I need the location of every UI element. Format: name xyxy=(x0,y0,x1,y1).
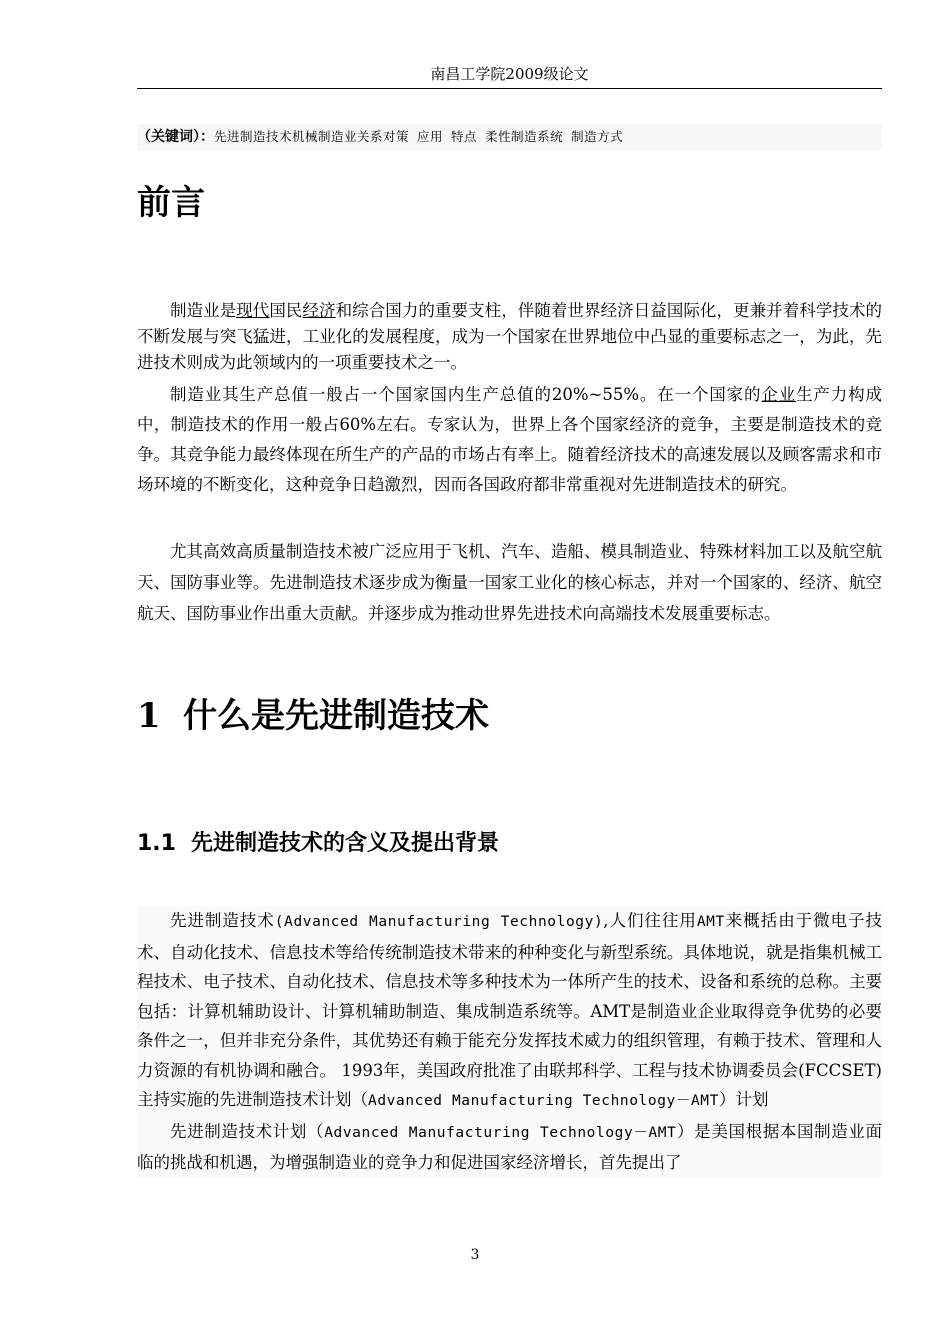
chapter-title: 什么是先进制造技术 xyxy=(183,696,489,736)
text-run: ）是美国根据本国制造业面临的挑战和机遇，为增强制造业的竞争力和促进国家经济增长，首先提出了 xyxy=(137,1121,882,1172)
text-run: 先进制造技术 xyxy=(170,911,275,930)
foreword-paragraph-3: 尤其高效高质量制造技术被广泛应用于飞机、汽车、造船、模具制造业、特殊材料加工以及航空航天、国防事业等。先进制造技术逐步成为衡量一国家工业化的核心标志，并对一个国家的、经济、航空航天、国防事业作出重大贡献。并逐步成为推动世界先进技术向高端技术发展重要标志。 xyxy=(137,542,882,623)
keywords-text: 先进制造技术机械制造业关系对策 应用 特点 柔性制造系统 制造方式 xyxy=(214,129,624,144)
text-run: (Advanced Manufacturing Technology) xyxy=(274,914,604,930)
section-paragraph-2 xyxy=(137,1117,882,1178)
page-header xyxy=(137,62,882,89)
foreword-paragraph-2 xyxy=(137,380,882,500)
link-economy[interactable]: 经济 xyxy=(302,301,336,320)
page-footer xyxy=(0,1245,950,1265)
text-run: 来概括由于微电子技术、自动化技术、信息技术等给传统制造技术带来的种种变化与新型系统。具体地说，就是指集机械工程技术、电子技术、自动化技术、信息技术等多种技术为一体所产生的技术、设备和系统的总称。主要包括：计算机辅助设计、计算机辅助制造、集成制造系统等。AMT是制造业企业取得竞争优势的必要条件之一，但并非充分条件，其优势还有赖于能充分发挥技术威力的组织管理，有赖于技术、管理和人力资源的有机协调和融合。 1993年，美国政府批准了由联邦科学、工程与技术协调委员会(FCCSET)主持实施的先进制造技术计划（ xyxy=(137,911,883,1109)
foreword-heading: 前言 xyxy=(137,183,205,223)
section-1-1-body xyxy=(137,906,882,1178)
text-run: ）计划 xyxy=(718,1090,769,1109)
text-run: ,人们往往用 xyxy=(603,911,697,930)
link-modern[interactable]: 现代 xyxy=(236,301,270,320)
section-paragraph-1 xyxy=(137,906,882,1117)
section-number: 1.1 xyxy=(137,831,176,856)
text-run: Advanced Manufacturing Technology－AMT xyxy=(368,1093,719,1109)
header-title: 南昌工学院2009级论文 xyxy=(430,65,589,83)
text-run: 先进制造技术计划（ xyxy=(170,1121,325,1141)
text-run: 和综合国力的重要支柱，伴随着世界经济日益国际化，更兼并着科学技术的不断发展与突飞猛进，工业化的发展程度，成为一个国家在世界地位中凸显的重要标志之一，为此，先进技术则成为此领域内的一项重要技术之一。 xyxy=(137,301,883,372)
foreword-paragraph-1 xyxy=(137,298,882,376)
section-1-1-heading xyxy=(137,828,499,860)
keywords-label: （关键词）： xyxy=(137,129,214,145)
text-run: AMT xyxy=(696,914,725,930)
text-run: Advanced Manufacturing Technology－AMT xyxy=(324,1124,677,1141)
chapter-1-heading xyxy=(137,694,489,738)
chapter-number: 1 xyxy=(137,696,161,736)
link-enterprise[interactable]: 企业 xyxy=(761,385,797,404)
section-title: 先进制造技术的含义及提出背景 xyxy=(191,831,500,856)
text-run: 生产力构成中，制造技术的作用一般占60%左右。专家认为，世界上各个国家经济的竞争，主要是制造技术的竞争。其竞争能力最终体现在所生产的产品的市场占有率上。随着经济技术的高速发展以及顾客需求和市场环境的不断变化，这种竞争日趋激烈，因而各国政府都非常重视对先进制造技术的研究。 xyxy=(137,385,883,494)
page-number: 3 xyxy=(470,1247,480,1263)
keywords-line xyxy=(137,124,882,150)
text-run: 制造业是 xyxy=(170,301,237,320)
text-run: 制造业其生产总值一般占一个国家国内生产总值的20%~55%。在一个国家的 xyxy=(170,385,762,404)
text-run: 国民 xyxy=(269,301,303,320)
